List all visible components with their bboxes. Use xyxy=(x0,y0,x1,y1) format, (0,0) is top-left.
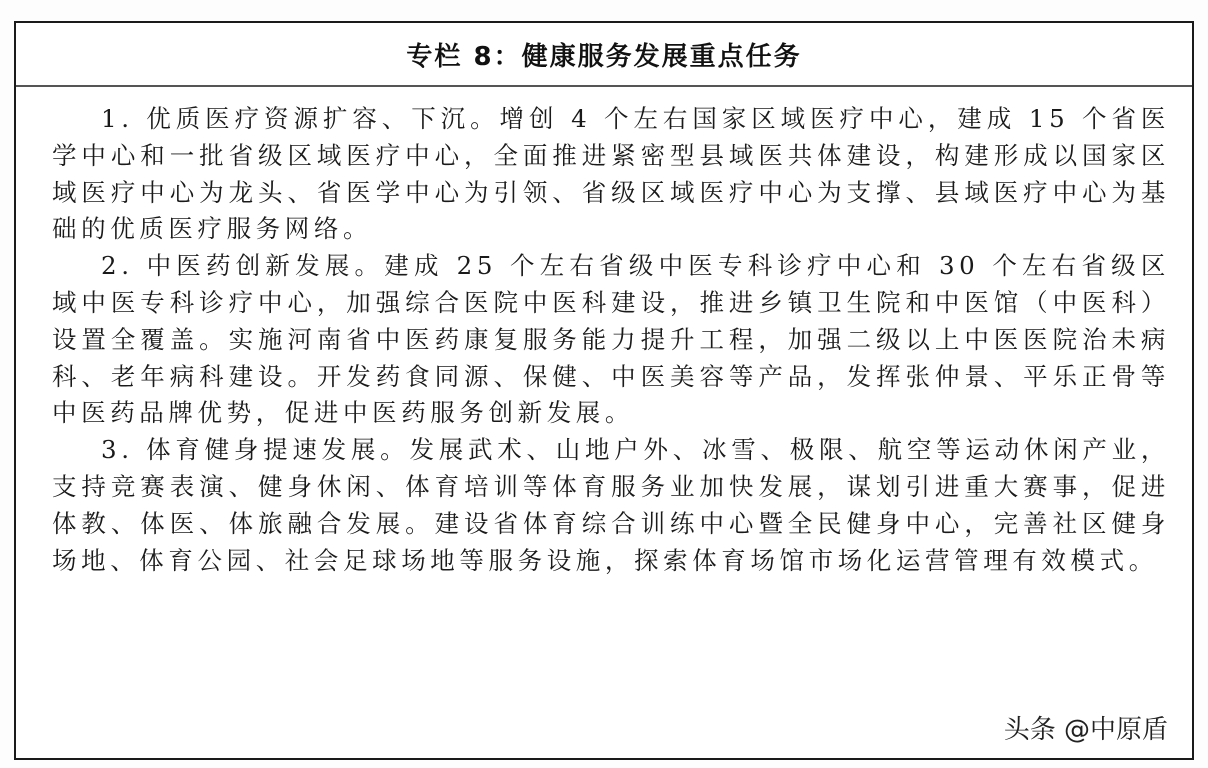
task-paragraph-3: 3. 体育健身提速发展。发展武术、山地户外、冰雪、极限、航空等运动休闲产业，支持竞赛表演、健身休闲、体育培训等体育服务业加快发展，谋划引进重大赛事，促进体教、体医、体旅融合发展。建设省体育综合训练中心暨全民健身中心，完善社区健身场地、体育公园、社会足球场地等服务设施，探索体育场馆市场化运营管理有效模式。 xyxy=(52,435,1170,575)
box-body xyxy=(16,87,1192,579)
watermark: 头条 @中原盾 xyxy=(1003,715,1168,745)
column-box xyxy=(14,21,1194,760)
box-header xyxy=(16,23,1192,87)
task-paragraph-1: 1. 优质医疗资源扩容、下沉。增创 4 个左右国家区域医疗中心，建成 15 个省医学中心和一批省级区域医疗中心，全面推进紧密型县域医共体建设，构建形成以国家区域医疗中心为龙头、省医学中心为引领、省级区域医疗中心为支撑、县域医疗中心为基础的优质医疗服务网络。 xyxy=(52,104,1170,244)
box-title: 专栏 8：健康服务发展重点任务 xyxy=(406,41,802,72)
task-paragraph-2: 2. 中医药创新发展。建成 25 个左右省级中医专科诊疗中心和 30 个左右省级区域中医专科诊疗中心，加强综合医院中医科建设，推进乡镇卫生院和中医馆（中医科）设置全覆盖。实施河南省中医药康复服务能力提升工程，加强二级以上中医医院治未病科、老年病科建设。开发药食同源、保健、中医美容等产品，发挥张仲景、平乐正骨等中医药品牌优势，促进中医药服务创新发展。 xyxy=(52,251,1170,428)
